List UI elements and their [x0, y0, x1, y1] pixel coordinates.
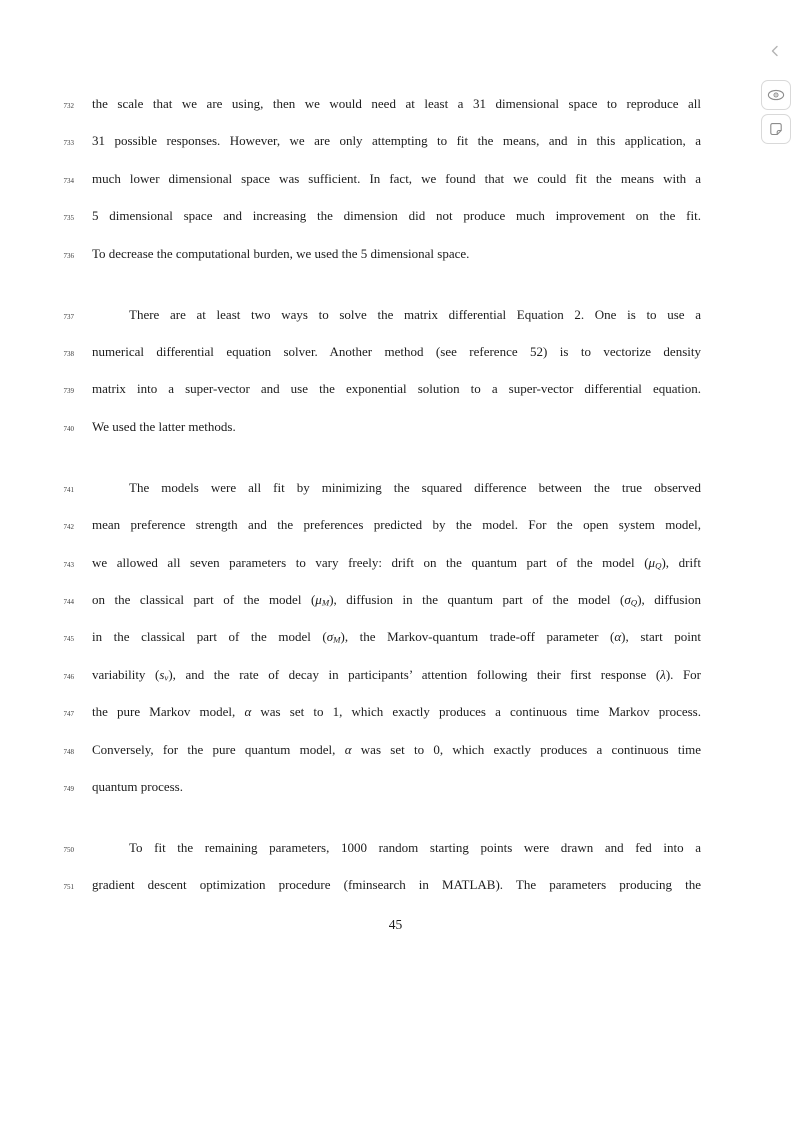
line-number: 742 [63, 523, 74, 532]
line-text: 5 dimensional space and increasing the dimension did not produce much improvement on the fit. [92, 208, 701, 224]
line-text: matrix into a super-vector and use the exponential solution to a super-vector differential equation. [92, 381, 701, 397]
collapse-panel-button[interactable] [766, 42, 784, 60]
line-text: we allowed all seven parameters to vary freely: drift on the quantum part of the model (μQ), drift [92, 554, 701, 571]
annotate-button[interactable] [761, 114, 791, 144]
line-text: 31 possible responses. However, we are only attempting to fit the means, and in this application, a [92, 133, 701, 149]
line-number: 743 [63, 560, 74, 569]
line-text: the scale that we are using, then we would need at least a 31 dimensional space to reproduce all [92, 96, 701, 111]
text-line [61, 581, 731, 618]
line-text: To fit the remaining parameters, 1000 random starting points were drawn and fed into a [129, 840, 701, 856]
line-number: 747 [63, 710, 74, 719]
line-number: 738 [63, 350, 74, 359]
line-number: 736 [63, 251, 74, 260]
line-text: quantum process. [92, 779, 183, 795]
line-number: 737 [63, 312, 74, 321]
line-text: numerical differential equation solver. Another method (see reference 52) is to vectorize density [92, 344, 701, 360]
line-text: in the classical part of the model (σM), the Markov-quantum trade-off parameter (α), start point [92, 629, 701, 646]
text-line [61, 370, 731, 407]
text-line [61, 197, 731, 234]
text-line [61, 656, 731, 693]
line-number: 744 [63, 598, 74, 607]
line-number: 749 [63, 785, 74, 794]
line-number: 734 [63, 176, 74, 185]
line-number: 741 [63, 485, 74, 494]
text-lines [61, 85, 731, 904]
line-text: The models were all fit by minimizing the squared difference between the true observed [129, 479, 701, 495]
text-line [61, 85, 731, 122]
chevron-left-icon [768, 44, 782, 58]
text-line [61, 122, 731, 159]
line-text: on the classical part of the model (μM), diffusion in the quantum part of the model (σQ), diffusion [92, 592, 701, 608]
text-line [61, 333, 731, 370]
text-line [61, 768, 731, 805]
text-line [61, 469, 731, 506]
page-number: 45 [388, 917, 403, 932]
line-text: Conversely, for the pure quantum model, α was set to 0, which exactly produces a continuous time [92, 741, 701, 757]
line-text: much lower dimensional space was sufficient. In fact, we found that we could fit the means with a [92, 170, 701, 186]
eye-icon [767, 88, 785, 102]
line-number: 733 [63, 139, 74, 148]
text-line [61, 866, 731, 903]
line-text: mean preference strength and the preferences predicted by the model. For the open system model, [92, 517, 701, 533]
line-number: 745 [63, 635, 74, 644]
text-line [61, 544, 731, 581]
text-line [61, 296, 731, 333]
line-number: 732 [63, 102, 74, 110]
note-icon [768, 121, 784, 137]
text-line [61, 618, 731, 655]
line-number: 750 [63, 846, 74, 855]
text-line [61, 731, 731, 768]
line-number: 751 [63, 883, 74, 892]
text-line [61, 160, 731, 197]
line-text: There are at least two ways to solve the matrix differential Equation 2. One is to use a [129, 306, 701, 322]
text-line [61, 829, 731, 866]
line-number: 735 [63, 214, 74, 223]
line-text: gradient descent optimization procedure (fminsearch in MATLAB). The parameters producing the [92, 877, 701, 893]
preview-button[interactable] [761, 80, 791, 110]
line-text: variability (sv), and the rate of decay in participants’ attention following their first response (λ). For [92, 666, 702, 683]
line-text: We used the latter methods. [92, 418, 236, 434]
line-text: To decrease the computational burden, we used the 5 dimensional space. [92, 245, 470, 261]
line-number: 740 [63, 424, 74, 433]
line-number: 746 [63, 672, 74, 681]
text-line [61, 693, 731, 730]
text-line [61, 506, 731, 543]
line-text: the pure Markov model, α was set to 1, which exactly produces a continuous time Markov process. [92, 704, 701, 720]
line-number: 748 [63, 747, 74, 756]
text-line [61, 408, 731, 445]
line-number: 739 [63, 387, 74, 396]
text-line [61, 235, 731, 272]
